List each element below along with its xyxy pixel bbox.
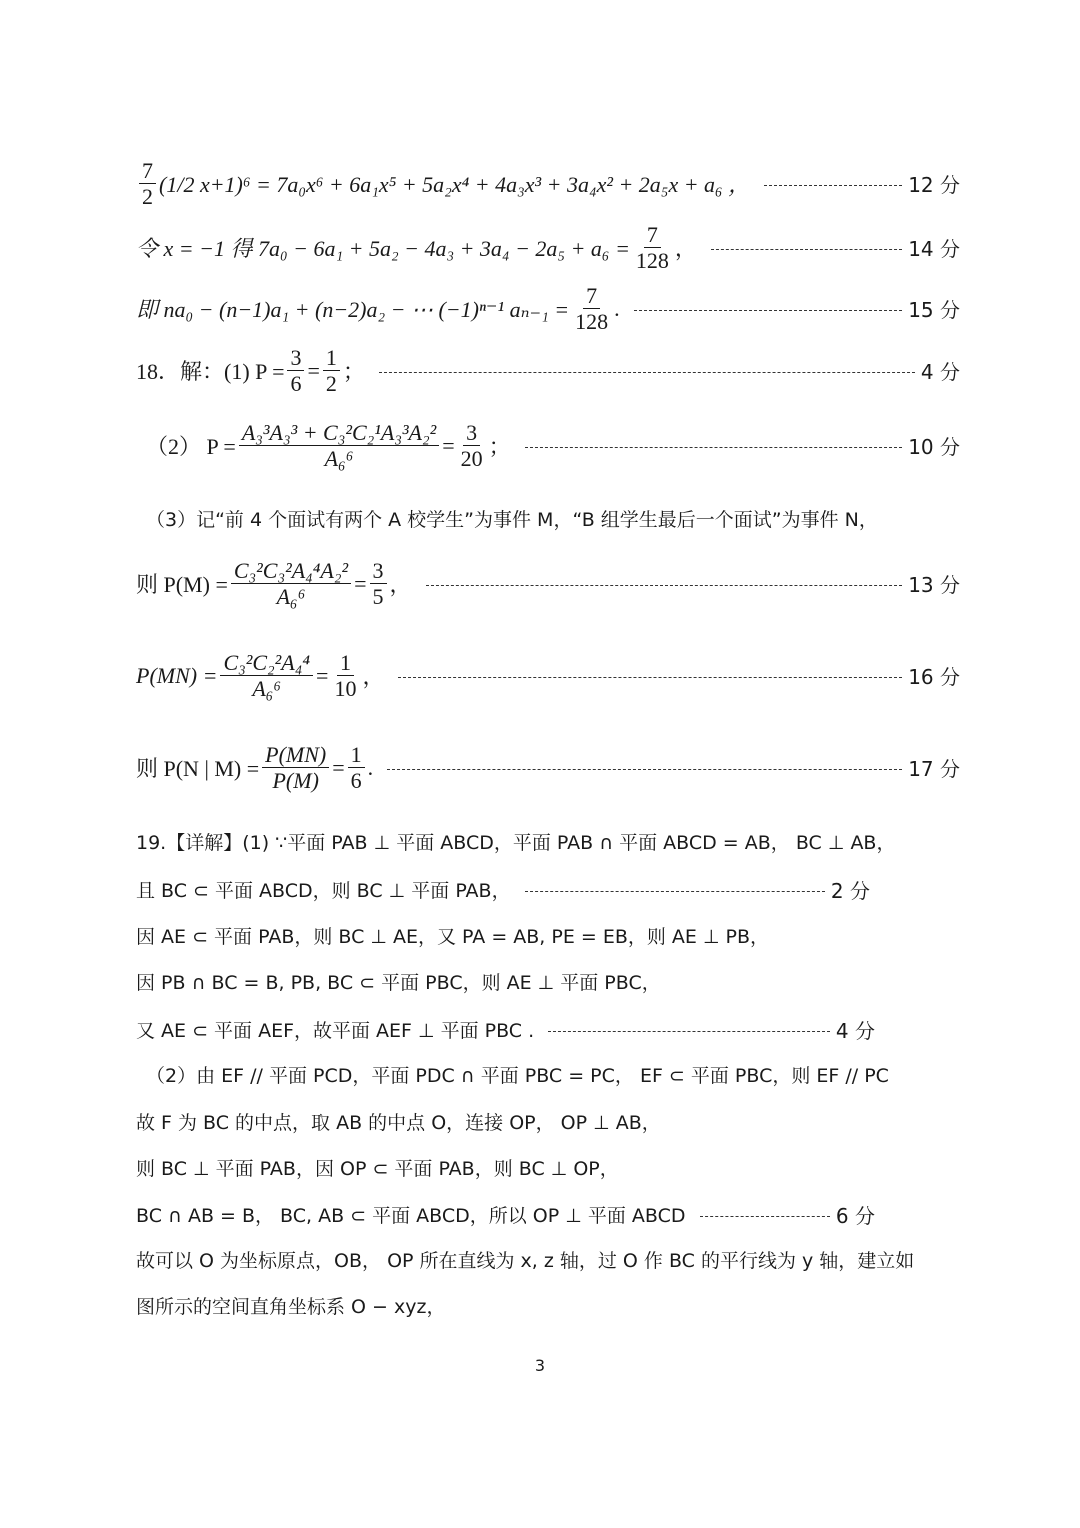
paragraph-text: （3）记“前 4 个面试有两个 A 校学生”为事件 M，“B 组学生最后一个面试”为事件 N， (146, 509, 878, 531)
dotted-leader (525, 447, 903, 448)
fraction (572, 283, 611, 335)
score-label: 4 分 (920, 360, 960, 385)
score-label: 15 分 (908, 298, 960, 323)
dotted-leader (700, 1216, 830, 1217)
score-label: 4 分 (835, 1019, 875, 1043)
equals-sign: = (332, 754, 345, 780)
score-label: 14 分 (908, 237, 960, 262)
denominator: 5 (372, 584, 384, 610)
punctuation: . (367, 754, 374, 780)
punctuation: ， (362, 664, 385, 690)
dotted-leader (711, 249, 902, 250)
numerator: 7 (644, 222, 661, 248)
numerator: 1 (348, 742, 365, 768)
numerator: P(MN) (262, 742, 329, 768)
text-line-19 (136, 1246, 960, 1273)
punctuation: ， (389, 572, 412, 598)
equals-sign: = (442, 432, 455, 458)
numerator: 3 (463, 420, 480, 446)
numerator: 7 (139, 158, 156, 184)
fraction (370, 558, 387, 610)
score-label: 13 分 (908, 573, 960, 598)
denominator: A₆⁶ (276, 584, 306, 610)
formula-text: 令 x = −1 得 7a₀ − 6a₁ + 5a₂ − 4a₃ + 3a₄ − 2a₅ + a₆ = (136, 236, 630, 262)
denominator: 10 (334, 676, 357, 702)
text-line-17 (136, 1154, 960, 1181)
paragraph-text: BC ∩ AB = B， BC, AB ⊂ 平面 ABCD，所以 OP ⊥ 平面 ABCD (136, 1205, 686, 1227)
text-line-20 (136, 1292, 960, 1319)
numerator: 3 (287, 345, 304, 371)
score-label: 12 分 (908, 173, 960, 198)
paragraph-text: 因 PB ∩ BC = B, PB, BC ⊂ 平面 PBC，则 AE ⊥ 平面 PBC， (136, 972, 661, 994)
formula-line-5 (146, 420, 960, 472)
paragraph-text: 又 AE ⊂ 平面 AEF，故平面 AEF ⊥ 平面 PBC . (136, 1020, 535, 1042)
fraction (287, 345, 304, 397)
page-number: 3 (534, 1356, 546, 1375)
text-line-18 (136, 1200, 875, 1229)
fraction (262, 742, 329, 794)
paragraph-text: 则 BC ⊥ 平面 PAB，因 OP ⊂ 平面 PAB，则 BC ⊥ OP， (136, 1158, 619, 1180)
denominator: 2 (325, 371, 337, 397)
punctuation: . (614, 295, 620, 321)
paragraph-text: 故 F 为 BC 的中点，取 AB 的中点 O，连接 OP， OP ⊥ AB， (136, 1112, 661, 1134)
dotted-leader (379, 372, 915, 373)
denominator: 6 (350, 768, 362, 794)
numerator: 3 (370, 558, 387, 584)
denominator: 20 (460, 446, 483, 472)
text-line-11 (136, 875, 870, 904)
fraction (458, 420, 486, 472)
score-label: 16 分 (908, 665, 960, 690)
denominator: A₆⁶ (324, 446, 354, 472)
dotted-leader (387, 769, 902, 770)
equals-sign: = (307, 357, 320, 383)
dotted-leader (426, 585, 903, 586)
fraction (323, 345, 340, 397)
equals-sign: = (354, 570, 367, 596)
formula-line-3 (136, 283, 960, 335)
dotted-leader (525, 891, 825, 892)
formula-line-9 (136, 742, 960, 794)
numerator: C₃²C₃²A₄⁴A₂² (231, 558, 351, 584)
text-line-12 (136, 922, 960, 949)
formula-line-4 (136, 345, 960, 397)
denominator: P(M) (272, 768, 319, 794)
formula-text: 18．解：(1) P = (136, 359, 285, 385)
formula-line-8 (136, 650, 960, 702)
denominator: 2 (142, 184, 153, 210)
denominator: 128 (575, 309, 609, 335)
dotted-leader (764, 185, 902, 186)
formula-text: 则 P(N | M) = (136, 756, 260, 782)
formula-text: （2） P = (146, 434, 236, 460)
denominator: 128 (635, 248, 669, 274)
punctuation: ； (488, 434, 511, 460)
score-label: 10 分 (908, 435, 960, 460)
fraction (231, 558, 351, 610)
paragraph-text: 且 BC ⊂ 平面 ABCD，则 BC ⊥ 平面 PAB， (136, 880, 511, 902)
score-label: 2 分 (830, 879, 870, 903)
fraction (220, 650, 313, 702)
text-line-13 (136, 968, 960, 995)
formula-line-2 (136, 222, 960, 274)
fraction (331, 650, 359, 702)
score-label: 17 分 (908, 757, 960, 782)
paragraph-text: 19.【详解】(1) ∵平面 PAB ⊥ 平面 ABCD，平面 PAB ∩ 平面 ABCD = AB， BC ⊥ AB， (136, 832, 896, 854)
denominator: A₆⁶ (252, 676, 282, 702)
numerator: 1 (337, 650, 354, 676)
fraction (348, 742, 365, 794)
text-line-14 (136, 1015, 875, 1044)
fraction (239, 420, 439, 472)
formula-text: (1/2 x+1)⁶ = 7a₀x⁶ + 6a₁x⁵ + 5a₂x⁴ + 4a₃x³ + 3a₄x² + 2a₅x + a₆ ， (159, 172, 751, 198)
numerator: C₃²C₂²A₄⁴ (220, 650, 313, 676)
formula-line-7 (136, 558, 960, 610)
numerator: A₃³A₃³ + C₃²C₂¹A₃³A₂² (239, 420, 439, 446)
text-line-6 (146, 505, 960, 532)
dotted-leader (398, 677, 902, 678)
paragraph-text: （2）由 EF // 平面 PCD，平面 PDC ∩ 平面 PBC = PC， EF ⊂ 平面 PBC，则 EF // PC (146, 1065, 889, 1087)
paragraph-text: 故可以 O 为坐标原点，OB， OP 所在直线为 x, z 轴，过 O 作 BC 的平行线为 y 轴，建立如 (136, 1250, 915, 1272)
punctuation: ， (674, 236, 697, 262)
text-line-16 (136, 1108, 960, 1135)
equals-sign: = (316, 662, 329, 688)
paragraph-text: 图所示的空间直角坐标系 O − xyz， (136, 1296, 446, 1318)
formula-line-1 (136, 158, 960, 210)
dotted-leader (634, 310, 903, 311)
text-line-15 (146, 1061, 960, 1088)
formula-text: 则 P(M) = (136, 572, 228, 598)
numerator: 1 (323, 345, 340, 371)
text-line-10 (136, 828, 960, 855)
fraction (633, 222, 672, 274)
fraction (139, 158, 156, 210)
punctuation: ； (342, 359, 365, 385)
score-label: 6 分 (835, 1204, 875, 1228)
denominator: 6 (290, 371, 302, 397)
formula-text: 即 na₀ − (n−1)a₁ + (n−2)a₂ − ⋯ (−1)ⁿ⁻¹ aₙ₋₁ = (136, 297, 570, 323)
formula-text: P(MN) = (136, 662, 218, 688)
dotted-leader (548, 1031, 830, 1032)
paragraph-text: 因 AE ⊂ 平面 PAB，则 BC ⊥ AE，又 PA = AB, PE = EB，则 AE ⊥ PB， (136, 926, 770, 948)
numerator: 7 (583, 283, 600, 309)
